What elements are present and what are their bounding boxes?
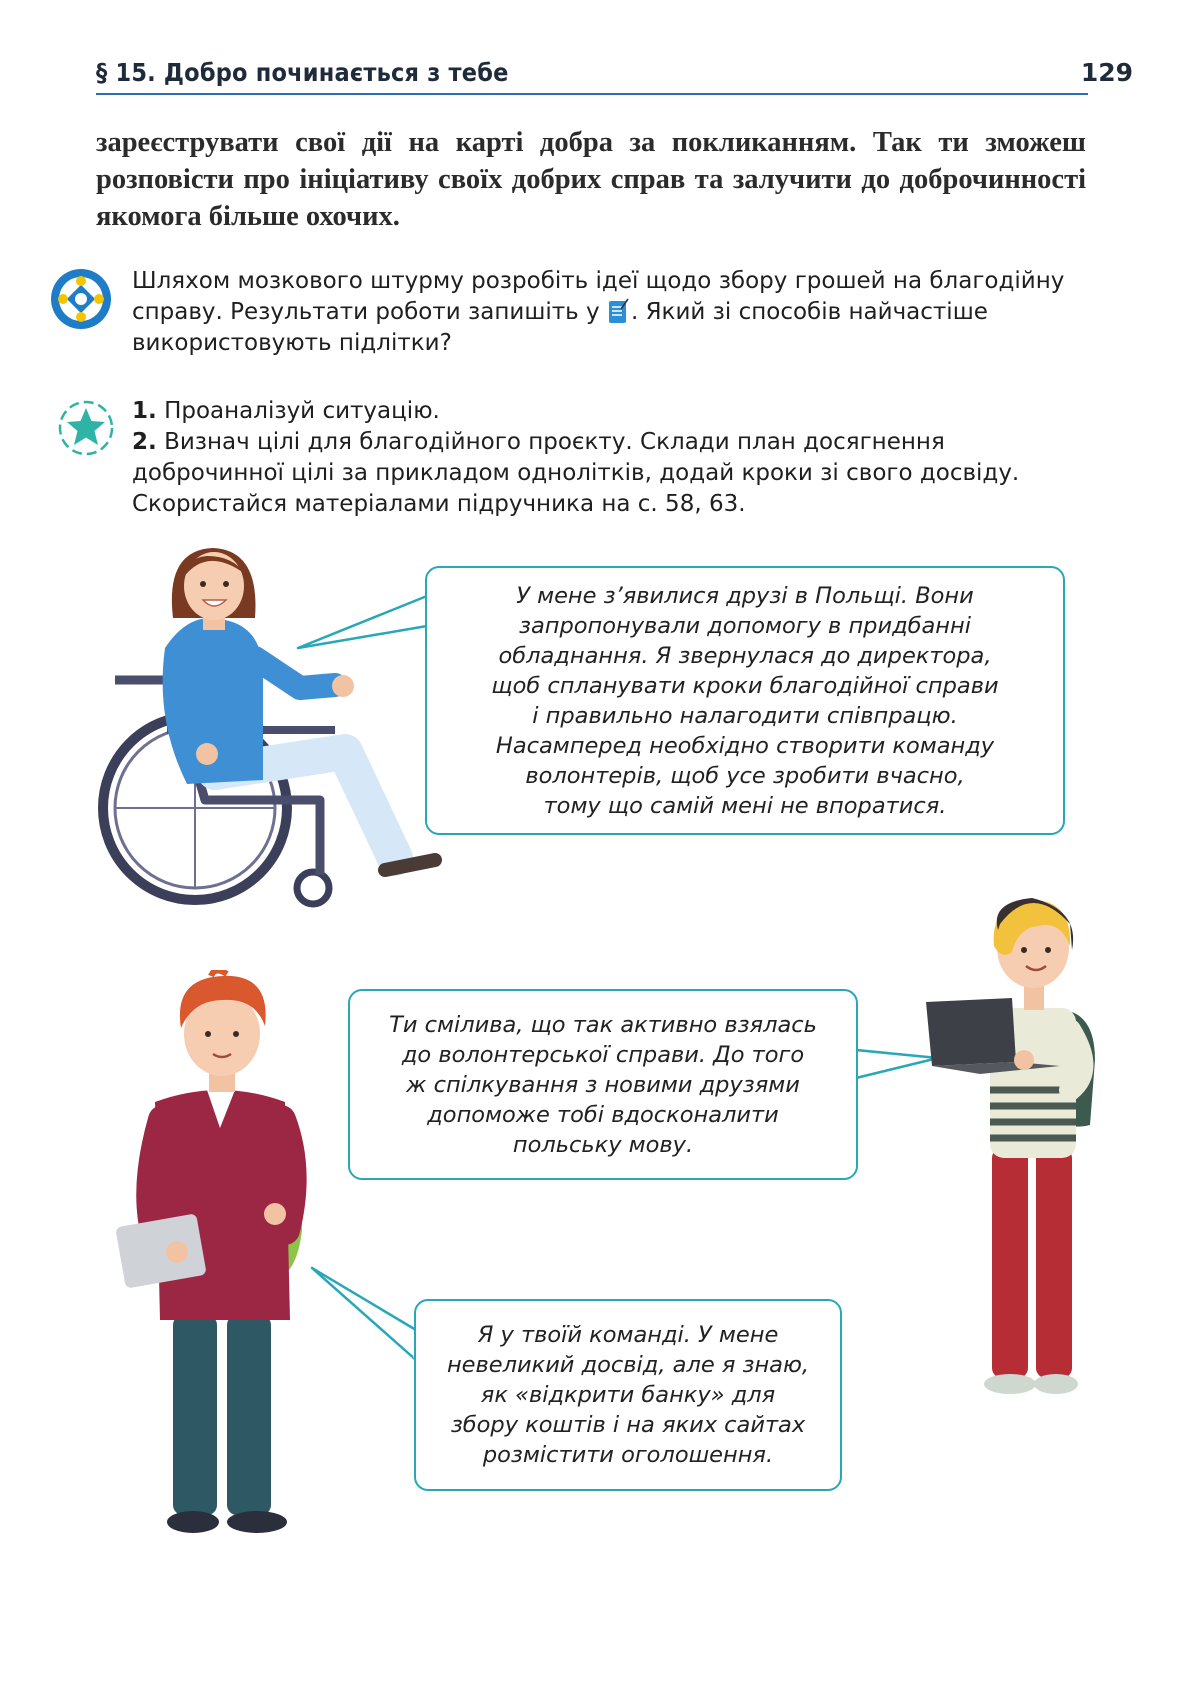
list-text: Визнач цілі для благодійного проєкту. Склади план досягнення доброчинної цілі за прикладом однолітків, додай кроки зі свого досвіду. Скористайся матеріалами підручника на с. 58, 63. [132,429,1020,517]
speech-bubble-boy [414,1299,842,1491]
page-number: 129 [1080,58,1133,87]
list-number: 1. [132,398,157,424]
speech-text: У мене з’явилися друзі в Польщі. Вони запропонували допомогу в придбанні обладнання. Я звернулася до директора, щоб спланувати кроки благодійної справи і правильно налагодити співпрацю. Насамперед необхідно створити команду волонтерів, щоб усе зробити вчасно, тому що самій мені не впоратися. [491,582,999,819]
girl-in-wheelchair-illustration [95,540,455,920]
speech-bubble-laptop-girl [348,989,858,1180]
list-text: Проаналізуй ситуацію. [164,398,440,424]
speech-bubble-wheelchair-girl [425,566,1065,835]
intro-paragraph: зареєструвати свої дії на карті добра за покликанням. Так ти зможеш розповісти про ініціативу своїх добрих справ та залучити до доброчинності якомога більше охочих. [96,127,1086,232]
list-number: 2. [132,429,157,455]
speech-text: Ти смілива, що так активно взялась до волонтерської справи. До того ж спілкування з новими друзями допоможе тобі вдосконалити польську мову. [389,1011,817,1158]
brainstorm-text-part2: . Який зі способів найчастіше використовують підлітки? [132,299,988,356]
section-title: § 15. Добро починається з тебе [96,58,509,87]
girl-with-laptop-illustration [920,890,1120,1410]
speech-text: Я у твоїй команді. У мене невеликий досвід, але я знаю, як «відкрити банку» для збору коштів і на яких сайтах розмістити оголошення. [446,1322,810,1468]
boy-with-backpack-illustration [115,970,335,1550]
brainstorm-text-part1: Шляхом мозкового штурму розробіть ідеї щодо збору грошей на благодійну справу. Результати роботи запишіть у [132,268,1065,325]
